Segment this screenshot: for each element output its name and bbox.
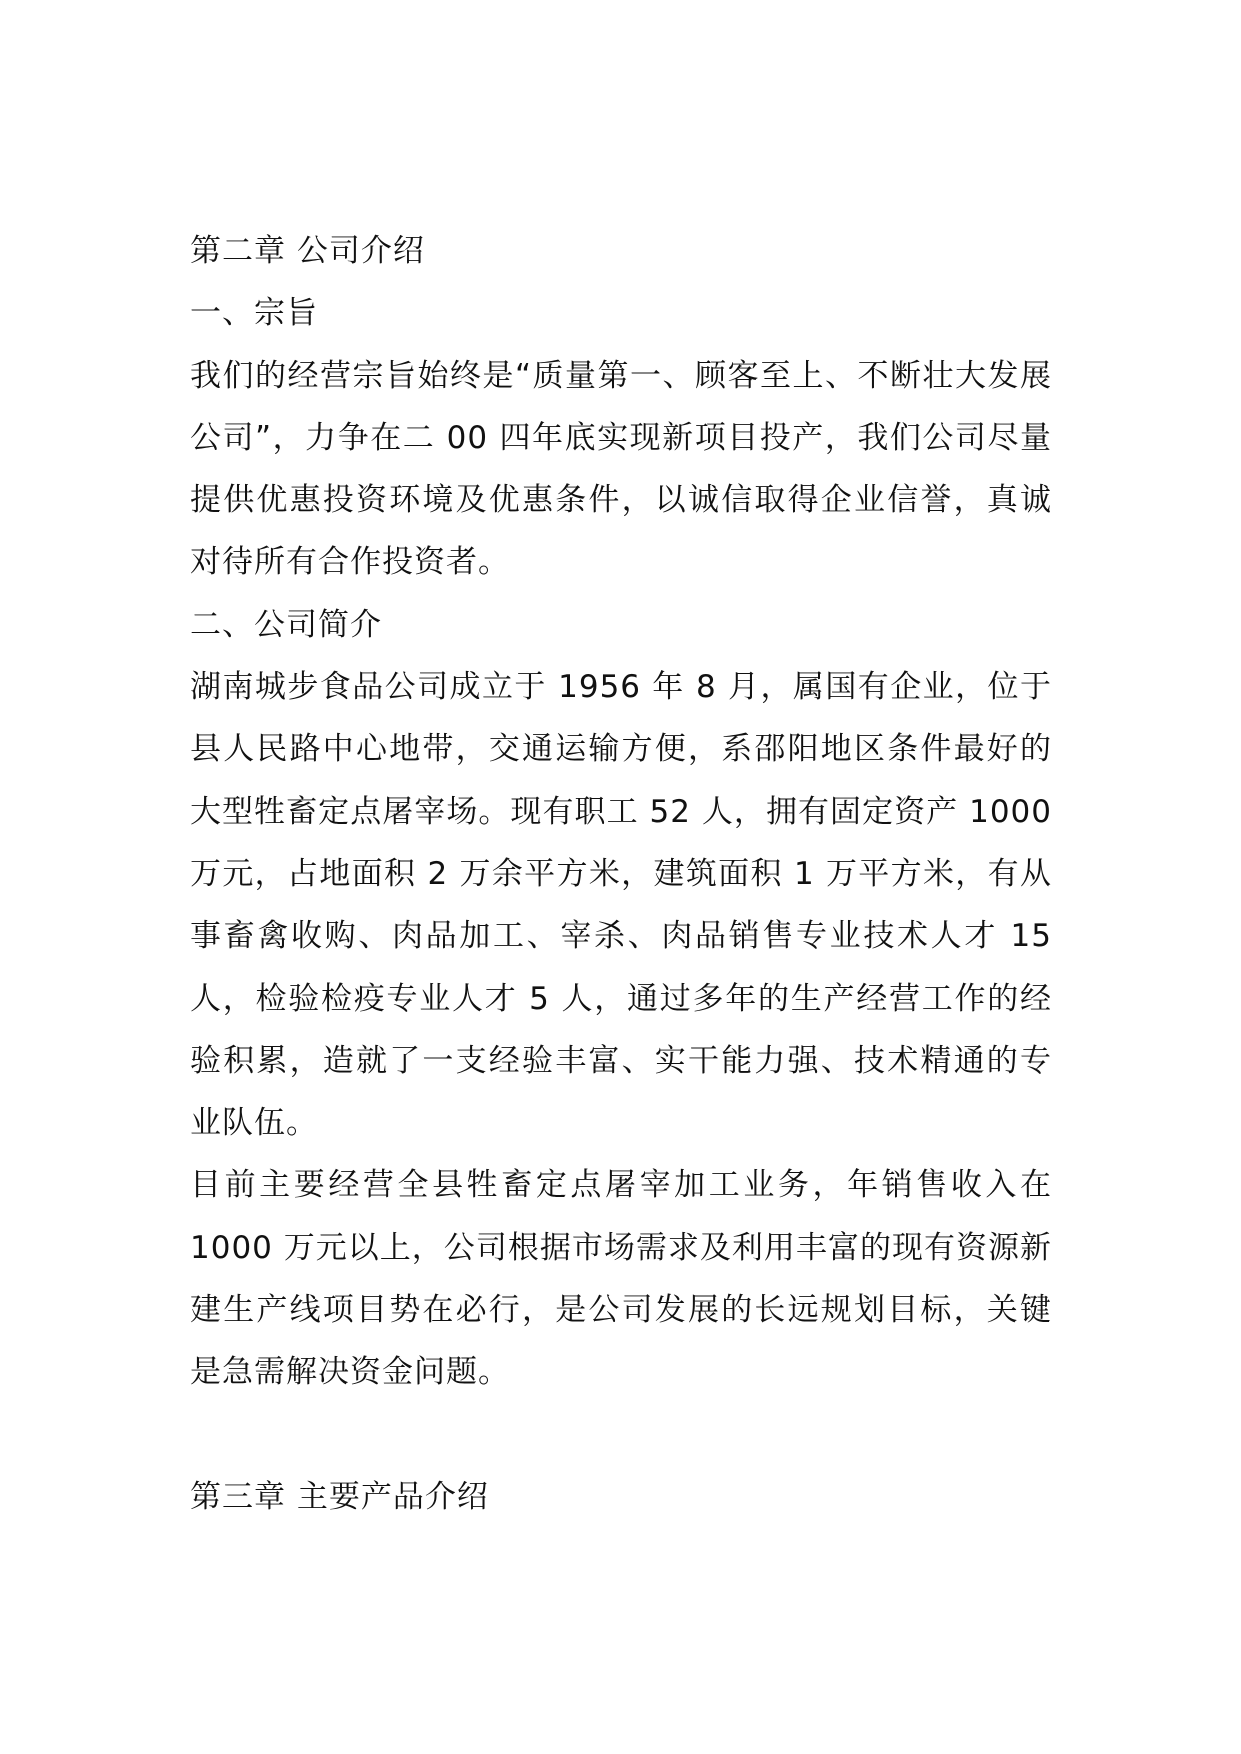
chapter-title: 第二章 公司介绍 — [190, 233, 425, 269]
chapter-title: 第三章 主要产品介绍 — [190, 1478, 489, 1515]
paragraph-line: 公司”，力争在二 00 四年底实现新项目投产，我们公司尽量 — [190, 419, 1052, 456]
paragraph-line: 业队伍。 — [190, 1105, 318, 1142]
paragraph-line: 提供优惠投资环境及优惠条件，以诚信取得企业信誉，真诚 — [190, 482, 1052, 519]
purpose-paragraph — [190, 345, 1052, 594]
paragraph-line: 是急需解决资金问题。 — [190, 1354, 510, 1391]
paragraph-line: 万元，占地面积 2 万余平方米，建筑面积 1 万平方米，有从 — [190, 855, 1052, 892]
document-body — [190, 220, 1052, 1528]
paragraph-line: 我们的经营宗旨始终是“质量第一、顾客至上、不断壮大发展 — [190, 357, 1052, 394]
paragraph-line: 1000 万元以上，公司根据市场需求及利用丰富的现有资源新 — [190, 1229, 1052, 1266]
profile-paragraph — [190, 656, 1052, 1154]
section-heading-profile: 二、公司简介 — [190, 606, 382, 643]
paragraph-line: 大型牲畜定点屠宰场。现有职工 52 人，拥有固定资产 1000 — [190, 793, 1052, 830]
paragraph-line: 湖南城步食品公司成立于 1956 年 8 月，属国有企业，位于 — [190, 669, 1052, 706]
paragraph-line: 目前主要经营全县牲畜定点屠宰加工业务，年销售收入在 — [190, 1167, 1052, 1204]
paragraph-line: 事畜禽收购、肉品加工、宰杀、肉品销售专业技术人才 15 — [190, 918, 1052, 955]
paragraph-line: 对待所有合作投资者。 — [190, 544, 510, 581]
paragraph-line: 人，检验检疫专业人才 5 人，通过多年的生产经营工作的经 — [190, 980, 1052, 1017]
paragraph-line: 验积累，造就了一支经验丰富、实干能力强、技术精通的专 — [190, 1042, 1052, 1079]
section-heading-purpose: 一、宗旨 — [190, 295, 318, 332]
paragraph-line: 建生产线项目势在必行，是公司发展的长远规划目标，关键 — [190, 1292, 1052, 1329]
business-paragraph — [190, 1154, 1052, 1403]
paragraph-line: 县人民路中心地带，交通运输方便，系邵阳地区条件最好的 — [190, 731, 1052, 768]
spacer — [190, 1404, 1052, 1466]
